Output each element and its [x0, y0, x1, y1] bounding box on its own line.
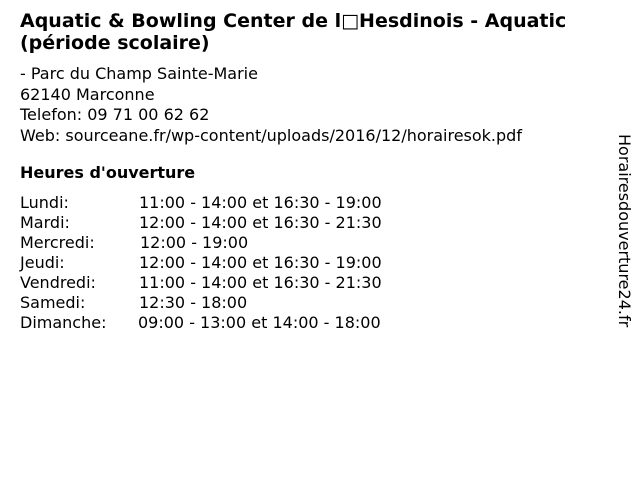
phone-number: Telefon: 09 71 00 62 62 [20, 105, 210, 124]
day-label: Mardi: [20, 213, 70, 232]
day-label: Vendredi: [20, 273, 96, 292]
site-watermark: Horairesdouverture24.fr [615, 134, 634, 328]
time-range: 12:00 - 14:00 et 16:30 - 19:00 [139, 253, 382, 272]
day-label: Dimanche: [20, 313, 107, 332]
day-label: Lundi: [20, 193, 69, 212]
day-label: Mercredi: [20, 233, 95, 252]
day-label: Samedi: [20, 293, 86, 312]
address-block [20, 64, 522, 146]
city-postcode: 62140 Marconne [20, 84, 155, 104]
time-range: 11:00 - 14:00 et 16:30 - 19:00 [139, 193, 382, 212]
street-address: - Parc du Champ Sainte-Marie [20, 64, 258, 83]
time-range: 12:30 - 18:00 [139, 293, 248, 312]
day-label: Jeudi: [20, 253, 65, 272]
website-link[interactable]: Web: sourceane.fr/wp-content/uploads/2016/12/horairesok.pdf [20, 125, 522, 145]
opening-hours-heading: Heures d'ouverture [20, 163, 196, 182]
time-range: 09:00 - 13:00 et 14:00 - 18:00 [138, 313, 381, 332]
time-range: 12:00 - 19:00 [140, 233, 249, 252]
time-range: 12:00 - 14:00 et 16:30 - 21:30 [139, 213, 382, 232]
time-range: 11:00 - 14:00 et 16:30 - 21:30 [139, 273, 382, 292]
page-title: Aquatic & Bowling Center de l□Hesdinois - Aquatic (période scolaire) [20, 10, 567, 54]
